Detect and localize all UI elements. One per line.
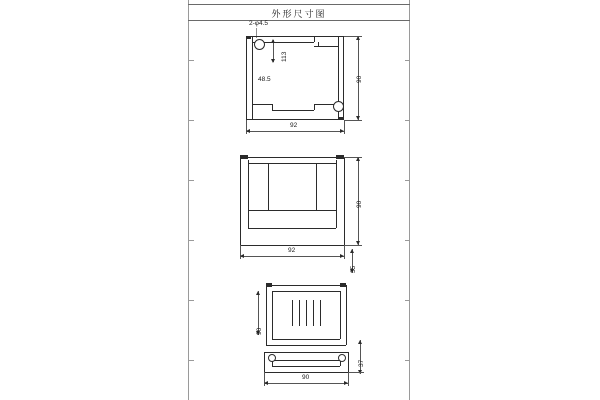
drawing-title: 外形尺寸图 bbox=[271, 10, 327, 20]
side-dim-90h-ext-right bbox=[348, 372, 349, 386]
dim-92-arrow-left bbox=[246, 129, 250, 133]
dim-113-arrow-top bbox=[271, 39, 275, 43]
dim-90-ext-bottom bbox=[344, 120, 362, 121]
frame-tick bbox=[189, 360, 194, 361]
frame-tick bbox=[189, 180, 194, 181]
front-view-bottom-edge bbox=[240, 245, 344, 246]
frame-border-top bbox=[188, 4, 410, 5]
vent-slot bbox=[292, 300, 293, 326]
clip-pivot-right bbox=[338, 354, 346, 362]
dim-113-arrow-bottom bbox=[271, 59, 275, 63]
dim-92-arrow-right bbox=[340, 129, 344, 133]
side-dim-37-label: 37 bbox=[358, 359, 365, 367]
front-view-inner-left bbox=[248, 160, 249, 210]
side-dim-90v-label: 90 bbox=[256, 327, 263, 335]
frame-tick bbox=[189, 60, 194, 61]
hole-callout-label: 2-φ4.5 bbox=[249, 20, 269, 27]
frame-tick bbox=[405, 120, 410, 121]
top-view-step-v2 bbox=[318, 42, 319, 46]
dim-48-5-label: 48.5 bbox=[258, 76, 271, 83]
dim-92-label: 92 bbox=[290, 122, 298, 129]
frame-tick bbox=[405, 360, 410, 361]
dim-90-arrow-bottom bbox=[356, 116, 360, 120]
frame-tick bbox=[405, 180, 410, 181]
front-dim-90-arrow-top bbox=[356, 157, 360, 161]
rail-groove-bottom bbox=[272, 366, 340, 367]
vent-slot bbox=[306, 300, 307, 326]
frame-tick bbox=[189, 240, 194, 241]
front-view-rib-2 bbox=[316, 163, 317, 210]
side-view-panel-top bbox=[272, 291, 340, 292]
top-view-left-flange bbox=[252, 36, 253, 120]
side-dim-37-arrow-top bbox=[358, 340, 362, 344]
side-dim-90h-arrow-left bbox=[264, 381, 268, 385]
side-dim-37-ext bbox=[348, 372, 364, 373]
front-view-cap-right bbox=[336, 155, 344, 159]
rail-clip-bottom bbox=[264, 372, 348, 373]
frame-tick bbox=[405, 60, 410, 61]
front-dim-90-ext-bottom bbox=[344, 245, 362, 246]
side-dim-37-line bbox=[360, 340, 361, 374]
side-view-right-edge bbox=[346, 285, 347, 345]
side-dim-90h-label: 90 bbox=[302, 374, 310, 381]
top-view-step-h2 bbox=[314, 46, 338, 47]
side-view-top-edge bbox=[266, 285, 346, 286]
top-view-step-v1 bbox=[314, 36, 315, 42]
side-view-mid-edge bbox=[266, 345, 346, 346]
front-view-top-edge bbox=[240, 157, 344, 158]
frame-title-rule bbox=[188, 20, 410, 21]
rail-clip-left bbox=[264, 352, 265, 372]
rail-clip-right bbox=[348, 352, 349, 372]
dim-113-label: 113 bbox=[281, 51, 288, 62]
side-view-left-edge bbox=[266, 285, 267, 345]
frame-tick bbox=[405, 300, 410, 301]
frame-tick bbox=[189, 120, 194, 121]
front-dim-92-ext-right bbox=[344, 245, 345, 259]
top-view-step-h4 bbox=[272, 110, 314, 111]
front-view-band-left bbox=[248, 210, 249, 228]
dim-90-arrow-top bbox=[356, 36, 360, 40]
frame-tick bbox=[189, 300, 194, 301]
vent-slot bbox=[320, 300, 321, 326]
mounting-hole-top-left bbox=[254, 39, 265, 50]
front-dim-35-arrow-top bbox=[350, 249, 354, 253]
dim-92-line bbox=[246, 131, 344, 132]
front-view-rib-1 bbox=[268, 163, 269, 210]
side-view-panel-right bbox=[340, 291, 341, 339]
rail-clip-top bbox=[264, 352, 348, 353]
vent-slot bbox=[313, 300, 314, 326]
front-view-band-line bbox=[248, 228, 336, 229]
top-view-corner-block-tl bbox=[246, 36, 251, 39]
front-view-right-edge bbox=[344, 157, 345, 245]
front-view-inner-right bbox=[336, 160, 337, 210]
front-dim-92-line bbox=[240, 256, 344, 257]
top-view-step-h3 bbox=[252, 104, 272, 105]
front-dim-92-arrow-right bbox=[340, 254, 344, 258]
front-view-left-edge bbox=[240, 157, 241, 245]
frame-tick bbox=[405, 240, 410, 241]
side-dim-90h-line bbox=[264, 383, 348, 384]
front-dim-90-label: 90 bbox=[356, 200, 363, 208]
front-dim-92-arrow-left bbox=[240, 254, 244, 258]
side-dim-90h-arrow-right bbox=[344, 381, 348, 385]
side-view-panel-left bbox=[272, 291, 273, 339]
clip-pivot-left bbox=[268, 354, 276, 362]
rail-groove-top bbox=[272, 360, 340, 361]
front-view-inner-top bbox=[248, 163, 336, 164]
mounting-hole-bottom-right bbox=[333, 101, 344, 112]
front-dim-92-label: 92 bbox=[288, 247, 296, 254]
front-view-band-right bbox=[336, 210, 337, 228]
dim-92-ext-right bbox=[344, 120, 345, 134]
front-dim-35-label: 35 bbox=[350, 265, 357, 273]
front-view-cap-left bbox=[240, 155, 248, 159]
dim-90-label: 90 bbox=[356, 75, 363, 83]
side-view-panel-bottom bbox=[272, 339, 340, 340]
side-dim-90-arrow-top bbox=[256, 291, 260, 295]
vent-slot bbox=[299, 300, 300, 326]
front-view-inner-bottom bbox=[248, 210, 336, 211]
front-dim-90-arrow-bottom bbox=[356, 241, 360, 245]
